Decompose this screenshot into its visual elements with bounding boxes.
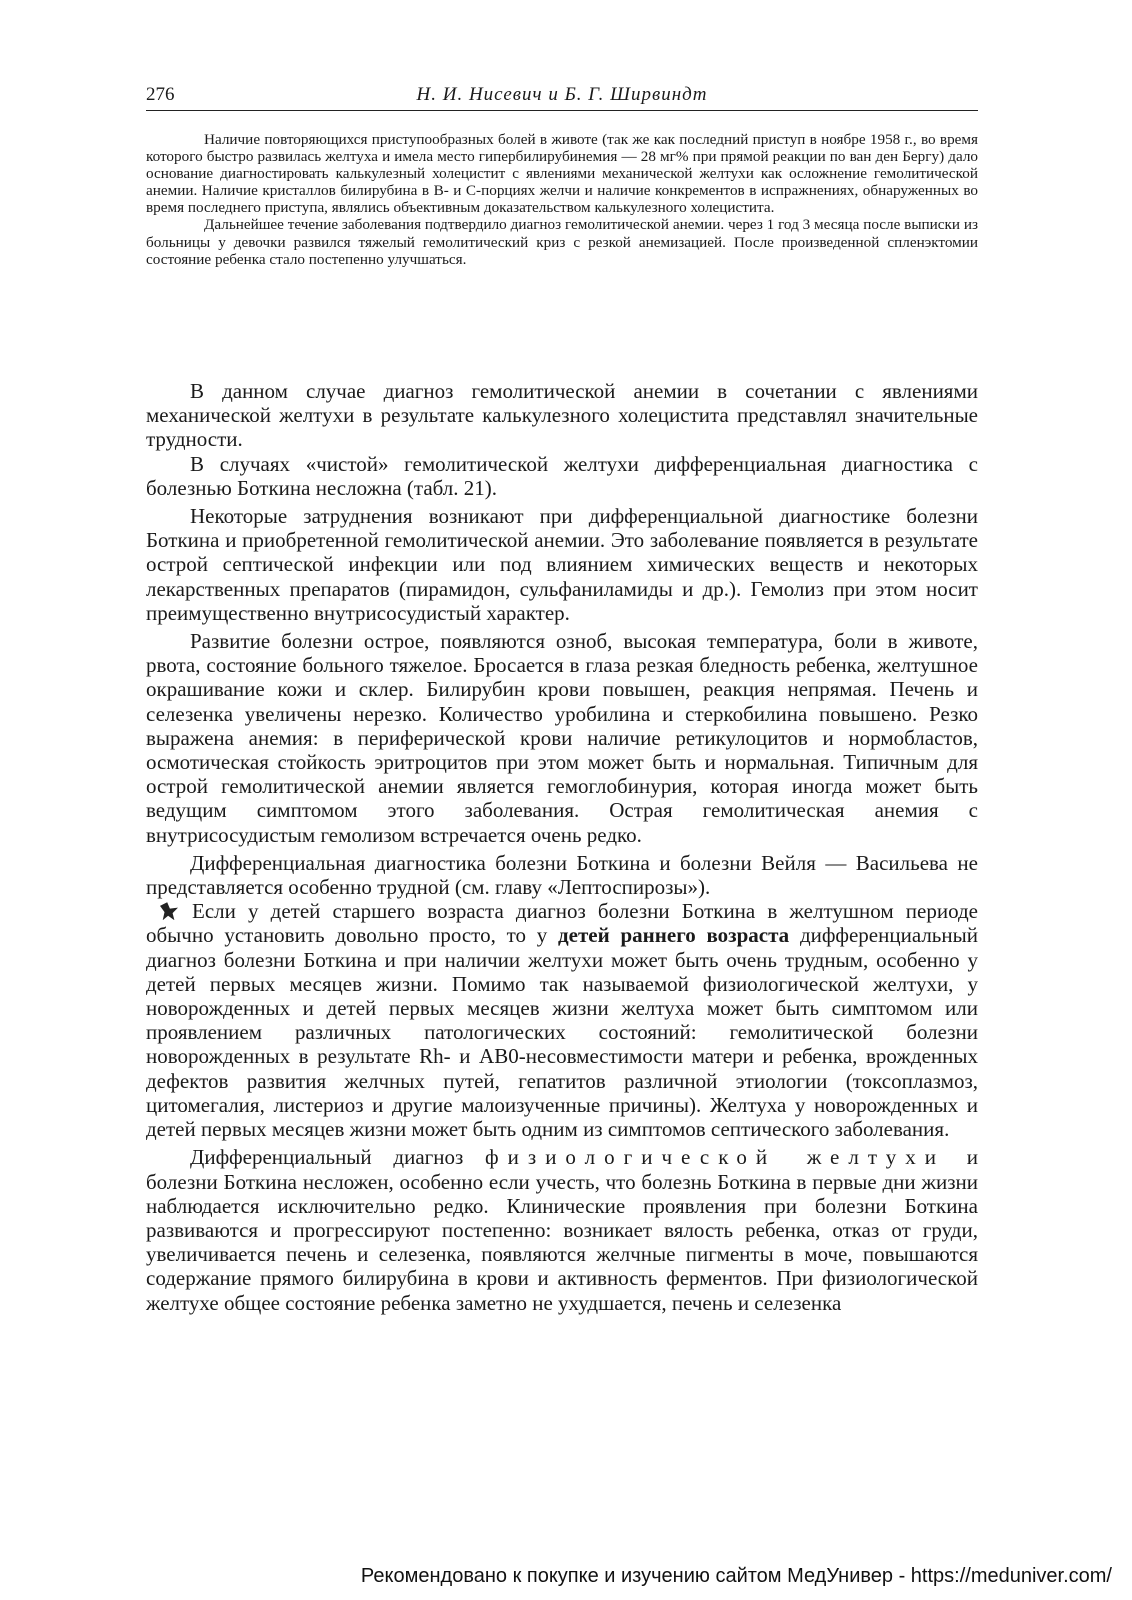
- case-notes-block: [146, 131, 978, 268]
- spaced-term: физиологической желтухи: [485, 1145, 945, 1170]
- body-paragraph: Некоторые затруднения возникают при дифференциальной диагностике болезни Боткина и приобретенной гемолитической анемии. Это заболевание появляется в результате острой септической инфекции или под влиянием химических веществ и некоторых лекарственных препаратов (пирамидон, сульфаниламиды и др.). Гемолиз при этом носит преимущественно внутрисосудистый характер.: [146, 504, 978, 625]
- running-title: Н. И. Нисевич и Б. Г. Ширвиндт: [416, 84, 708, 105]
- running-header: [146, 80, 978, 111]
- paragraph-text: и болезни Боткина несложен, особенно если учесть, что болезнь Боткина в первые дни жизни наблюдается исключительно редко. Клинические проявления при болезни Боткина развиваются и прогрессируют постепенно: возникает вялость ребенка, отказ от груди, увеличивается печень и селезенка, появляются желчные пигменты в моче, повышаются содержание прямого билирубина в крови и активность ферментов. При физиологической желтухе общее состояние ребенка заметно не ухудшается, печень и селезенка: [146, 1145, 978, 1315]
- paragraph-text: Если у детей старшего возраста диагноз болезни Боткина в желтушном периоде обычно установить довольно просто, то у: [146, 899, 978, 948]
- case-note-paragraph: Наличие повторяющихся приступообразных болей в животе (так же как последний приступ в ноябре 1958 г., во время которого быстро развилась желтуха и имела место гипербилирубинемия — 28 мг% при прямой реакции по ван ден Бергу) дало основание диагностировать калькулезный холецистит с явлениями механической желтухи как осложнение гемолитической анемии. Наличие кристаллов билирубина в В- и С-порциях желчи и наличие конкрементов в испражнениях, обнаруженных во время последнего приступа, являлись объективным доказательством калькулезного холецистита.: [146, 131, 978, 217]
- body-paragraph: В данном случае диагноз гемолитической анемии в сочетании с явлениями механической желтухи в результате калькулезного холецистита представлял значительные трудности.: [146, 379, 978, 452]
- body-paragraph: [146, 1145, 978, 1314]
- main-text-block: [146, 379, 978, 1319]
- body-paragraph: Дифференциальная диагностика болезни Боткина и болезни Вейля — Васильева не представляется особенно трудной (см. главу «Лептоспирозы»).: [146, 850, 978, 900]
- body-paragraph: [146, 899, 978, 1141]
- page-number: 276: [146, 84, 175, 105]
- margin-mark-icon: [160, 902, 178, 920]
- footer-promo: Рекомендовано к покупке и изучению сайтом МедУнивер - https://meduniver.com/: [360, 1565, 1112, 1587]
- bold-term: детей раннего возраста: [558, 923, 790, 948]
- case-note-paragraph: Дальнейшее течение заболевания подтвердило диагноз гемолитической анемии. через 1 год 3 месяца после выписки из больницы у девочки развился тяжелый гемолитический криз с резкой анемизацией. После произведенной спленэктомии состояние ребенка стало постепенно улучшаться.: [146, 216, 978, 268]
- paragraph-text: дифференциальный диагноз болезни Боткина и при наличии желтухи может быть очень трудным, особенно у детей первых месяцев жизни. Помимо так называемой физиологической желтухи, у новорожденных и детей первых месяцев жизни желтуха может быть симптомом или проявлением различных патологических состояний: гемолитической болезни новорожденных в результате Rh- и АВ0-несовместимости матери и ребенка, врожденных дефектов развития желчных путей, гепатитов различной этиологии (токсоплазмоз, цитомегалия, листериоз и другие малоизученные причины). Желтуха у новорожденных и детей первых месяцев жизни может быть одним из симптомов септического заболевания.: [146, 923, 978, 1142]
- body-paragraph: В случаях «чистой» гемолитической желтухи дифференциальная диагностика с болезнью Боткина несложна (табл. 21).: [146, 451, 978, 500]
- body-paragraph: Развитие болезни острое, появляются озноб, высокая температура, боли в животе, рвота, состояние больного тяжелое. Бросается в глаза резкая бледность ребенка, желтушное окрашивание кожи и склер. Билирубин крови повышен, реакция непрямая. Печень и селезенка увеличены нерезко. Количество уробилина и стеркобилина повышено. Резко выражена анемия: в периферической крови наличие ретикулоцитов и нормобластов, осмотическая стойкость эритроцитов при этом может быть и нормальная. Типичным для острой гемолитической анемии является гемоглобинурия, которая иногда может быть ведущим симптомом этого заболевания. Острая гемолитическая анемия с внутрисосудистым гемолизом встречается очень редко.: [146, 629, 978, 847]
- paragraph-text: Дифференциальный диагноз: [190, 1145, 486, 1170]
